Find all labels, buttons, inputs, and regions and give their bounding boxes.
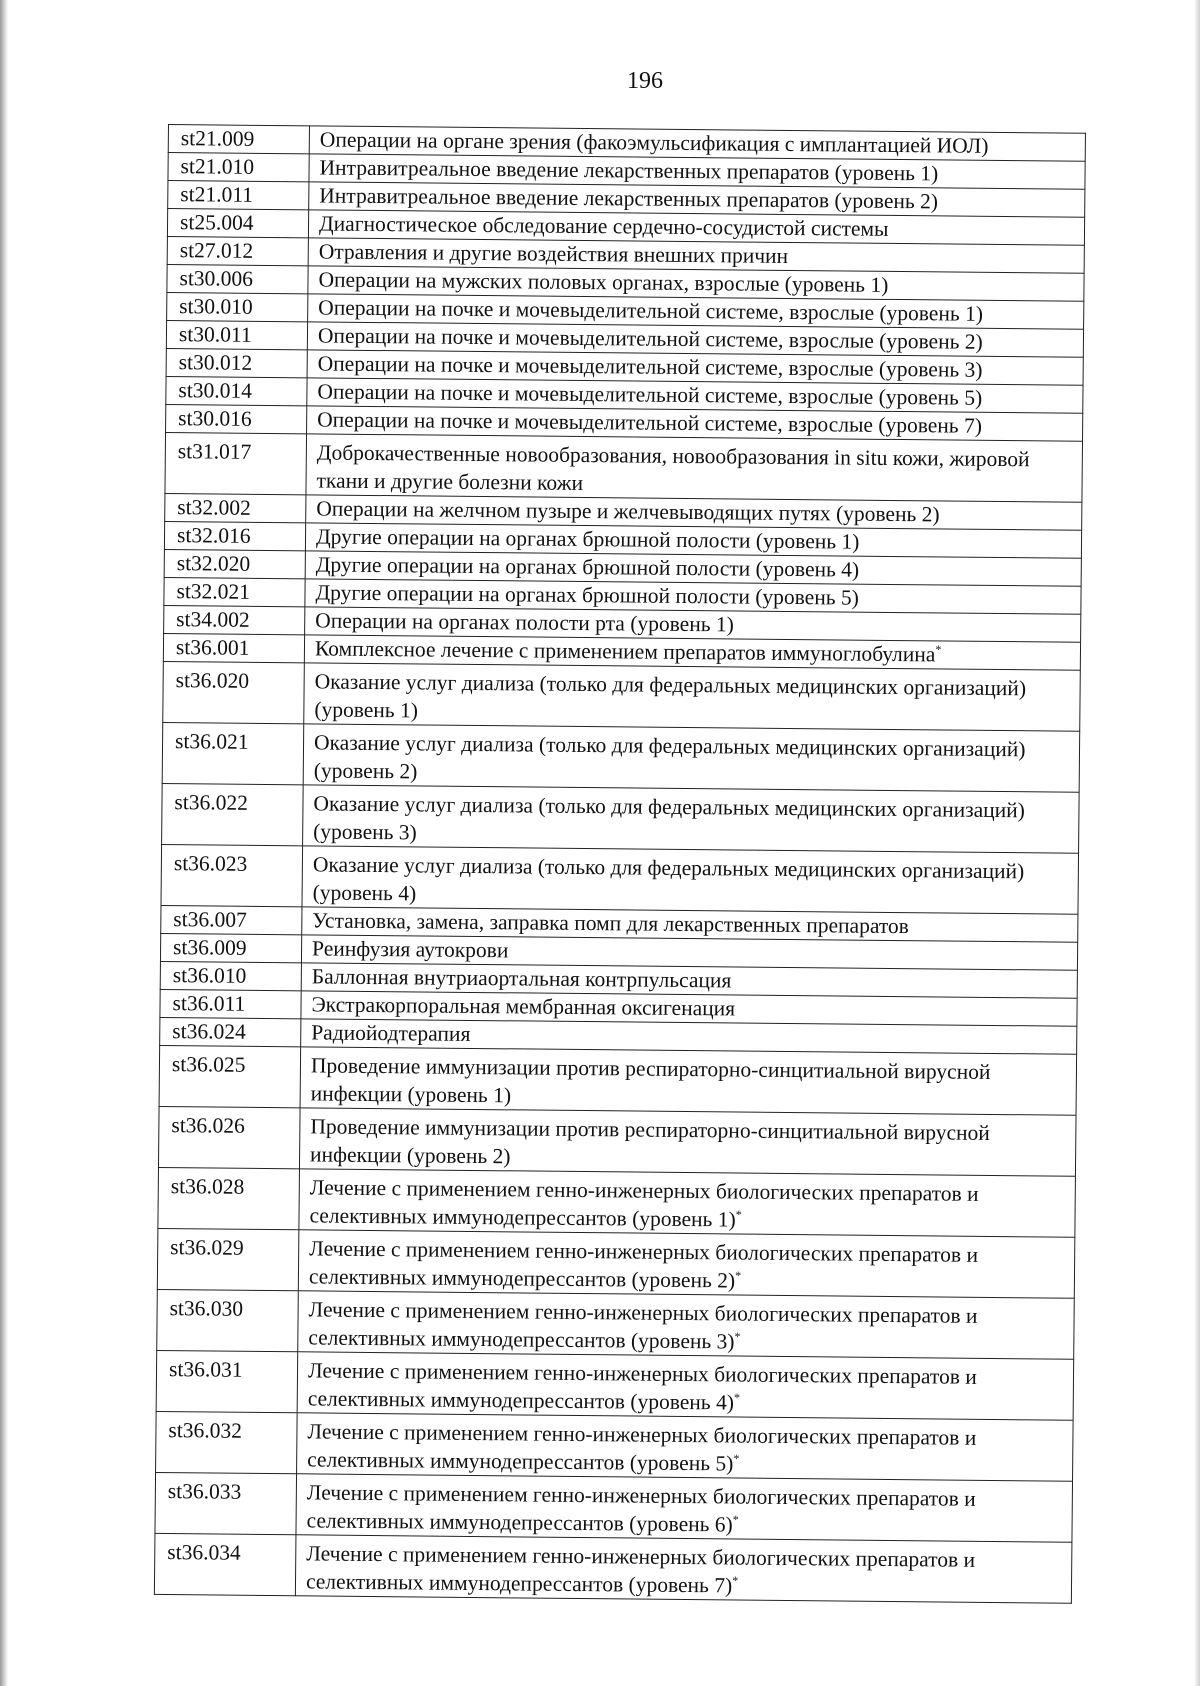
table-row — [155, 1472, 1073, 1542]
row-code: st36.028 — [158, 1167, 300, 1229]
row-name: Экстракорпоральная мембранная оксигенация — [311, 992, 736, 1021]
row-name: Другие операции на органах брюшной полости (уровень 4) — [315, 552, 860, 582]
row-code: st36.023 — [161, 844, 303, 906]
scan-edge-right — [1194, 0, 1200, 1686]
footnote-mark: * — [733, 1451, 740, 1466]
row-name-cell — [306, 434, 1083, 502]
row-name: Оказание услуг диализа (только для федеральных медицинских организаций) (уровень 1) — [314, 669, 1027, 723]
row-code: st30.010 — [167, 292, 308, 321]
row-name: Другие операции на органах брюшной полости (уровень 5) — [315, 580, 859, 610]
procedures-table — [154, 124, 1086, 1604]
row-name: Проведение иммунизации против респираторно-синцитиальной вирусной инфекции (уровень 2) — [310, 1114, 990, 1169]
row-code: st36.007 — [161, 905, 302, 934]
footnote-mark: * — [734, 1329, 741, 1344]
row-name: Интравитреальное введение лекарственных препаратов (уровень 2) — [319, 183, 939, 214]
row-code: st34.002 — [164, 605, 305, 634]
table-row — [159, 1045, 1077, 1115]
row-name: Лечение с применением генно-инженерных биологических препаратов и селективных иммунодепрессантов (уровень 3) — [308, 1297, 978, 1354]
row-code: st36.034 — [154, 1533, 296, 1595]
footnote-mark: * — [732, 1512, 739, 1527]
row-name: Проведение иммунизации против респираторно-синцитиальной вирусной инфекции (уровень 1) — [310, 1053, 991, 1108]
row-code: st36.029 — [157, 1228, 299, 1290]
row-name-cell — [302, 846, 1079, 914]
footnote-mark: * — [732, 1573, 739, 1588]
row-name: Доброкачественные новообразования, новообразования in situ кожи, жировой ткани и другие болезни кожи — [316, 440, 1030, 496]
table-row — [162, 783, 1080, 853]
row-name-cell — [295, 1535, 1072, 1603]
row-code: st32.016 — [164, 521, 305, 550]
row-code: st36.030 — [157, 1289, 299, 1351]
row-code: st32.002 — [165, 493, 306, 522]
row-name-cell — [303, 785, 1080, 853]
row-name: Операции на почке и мочевыделительной системе, взрослые (уровень 2) — [317, 323, 983, 354]
row-name-cell — [297, 1413, 1074, 1481]
row-code: st31.017 — [165, 432, 307, 494]
table-row — [158, 1167, 1076, 1237]
row-name: Лечение с применением генно-инженерных биологических препаратов и селективных иммунодепрессантов (уровень 7) — [305, 1541, 976, 1598]
table-row — [157, 1289, 1075, 1359]
row-code: st36.025 — [159, 1045, 301, 1107]
row-name: Лечение с применением генно-инженерных биологических препаратов и селективных иммунодепрессантов (уровень 2) — [308, 1236, 979, 1293]
row-name: Операции на органе зрения (факоэмульсификация с имплантацией ИОЛ) — [319, 127, 989, 158]
row-name: Оказание услуг диализа (только для федеральных медицинских организаций) (уровень 3) — [313, 791, 1025, 845]
table-row — [165, 432, 1083, 502]
row-name: Лечение с применением генно-инженерных биологических препаратов и селективных иммунодепрессантов (уровень 6) — [306, 1480, 976, 1537]
row-code: st27.012 — [167, 236, 308, 265]
row-name: Операции на почке и мочевыделительной системе, взрослые (уровень 7) — [317, 407, 983, 438]
table-body — [154, 125, 1085, 1604]
table-row — [163, 661, 1081, 731]
row-code: st36.022 — [162, 783, 304, 845]
row-code: st36.021 — [162, 722, 304, 784]
row-code: st36.020 — [163, 661, 305, 723]
row-code: st30.014 — [166, 376, 307, 405]
row-code: st30.012 — [166, 348, 307, 377]
row-code: st21.010 — [168, 153, 309, 182]
footnote-mark: * — [735, 1268, 742, 1283]
row-name: Оказание услуг диализа (только для федеральных медицинских организаций) (уровень 2) — [313, 730, 1026, 784]
row-code: st32.020 — [164, 549, 305, 578]
row-code: st36.010 — [160, 961, 301, 990]
row-name: Диагностическое обследование сердечно-сосудистой системы — [318, 211, 889, 241]
row-name-cell — [304, 663, 1081, 731]
row-code: st32.021 — [164, 577, 305, 606]
row-code: st36.026 — [158, 1106, 300, 1168]
table-row — [156, 1350, 1074, 1420]
table-row — [158, 1106, 1076, 1176]
row-name-cell — [299, 1169, 1076, 1237]
row-name-cell — [300, 1047, 1077, 1115]
row-name: Операции на почке и мочевыделительной системе, взрослые (уровень 1) — [318, 295, 984, 326]
row-name: Комплексное лечение с применением препаратов иммуноглобулина — [314, 636, 936, 667]
row-code: st30.011 — [166, 320, 307, 349]
row-name: Интравитреальное введение лекарственных препаратов (уровень 1) — [319, 155, 939, 186]
row-name: Операции на органах полости рта (уровень 1) — [315, 608, 734, 637]
row-code: st36.011 — [160, 989, 301, 1018]
table-row — [162, 722, 1080, 792]
row-name: Оказание услуг диализа (только для федеральных медицинских организаций) (уровень 4) — [312, 852, 1025, 906]
row-name: Отравления и другие воздействия внешних причин — [318, 239, 789, 268]
row-name: Баллонная внутриаортальная контрпульсация — [311, 964, 732, 993]
row-name: Установка, замена, заправка помп для лекарственных препаратов — [312, 908, 910, 939]
row-name: Лечение с применением генно-инженерных биологических препаратов и селективных иммунодепрессантов (уровень 4) — [307, 1358, 977, 1415]
row-code: st36.031 — [156, 1350, 298, 1412]
row-name: Радиойодтерапия — [311, 1020, 471, 1046]
footnote-mark: * — [935, 642, 942, 657]
footnote-mark: * — [735, 1207, 742, 1222]
page-number: 196 — [627, 68, 663, 94]
table-row — [156, 1411, 1074, 1481]
row-code: st21.011 — [168, 181, 309, 210]
row-name-cell — [297, 1352, 1074, 1420]
row-name: Другие операции на органах брюшной полости (уровень 1) — [315, 524, 860, 554]
row-name: Реинфузия аутокрови — [311, 936, 509, 963]
row-name-cell — [296, 1474, 1073, 1542]
row-code: st25.004 — [167, 209, 308, 238]
row-code: st36.032 — [156, 1411, 298, 1473]
row-name: Лечение с применением генно-инженерных биологических препаратов и селективных иммунодепрессантов (уровень 1) — [309, 1175, 979, 1232]
row-name: Лечение с применением генно-инженерных биологических препаратов и селективных иммунодепрессантов (уровень 5) — [307, 1419, 977, 1476]
row-name: Операции на желчном пузыре и желчевыводящих путях (уровень 2) — [316, 496, 940, 527]
footnote-mark: * — [733, 1390, 741, 1405]
row-code: st36.001 — [163, 633, 304, 662]
table-row — [161, 844, 1079, 914]
row-name: Операции на почке и мочевыделительной системе, взрослые (уровень 5) — [317, 379, 983, 410]
row-name: Операции на мужских половых органах, взрослые (уровень 1) — [318, 267, 889, 297]
row-name-cell — [303, 724, 1080, 792]
row-code: st36.033 — [155, 1472, 297, 1534]
row-name-cell — [299, 1108, 1076, 1176]
scan-edge-left — [0, 0, 8, 1686]
row-code: st30.006 — [167, 264, 308, 293]
row-name-cell — [298, 1291, 1075, 1359]
row-name-cell — [298, 1230, 1075, 1298]
row-code: st30.016 — [166, 404, 307, 433]
table-row — [157, 1228, 1075, 1298]
row-code: st21.009 — [168, 125, 309, 154]
row-name: Операции на почке и мочевыделительной системе, взрослые (уровень 3) — [317, 351, 983, 382]
row-code: st36.009 — [160, 933, 301, 962]
row-code: st36.024 — [160, 1017, 301, 1046]
table-row — [154, 1533, 1072, 1603]
